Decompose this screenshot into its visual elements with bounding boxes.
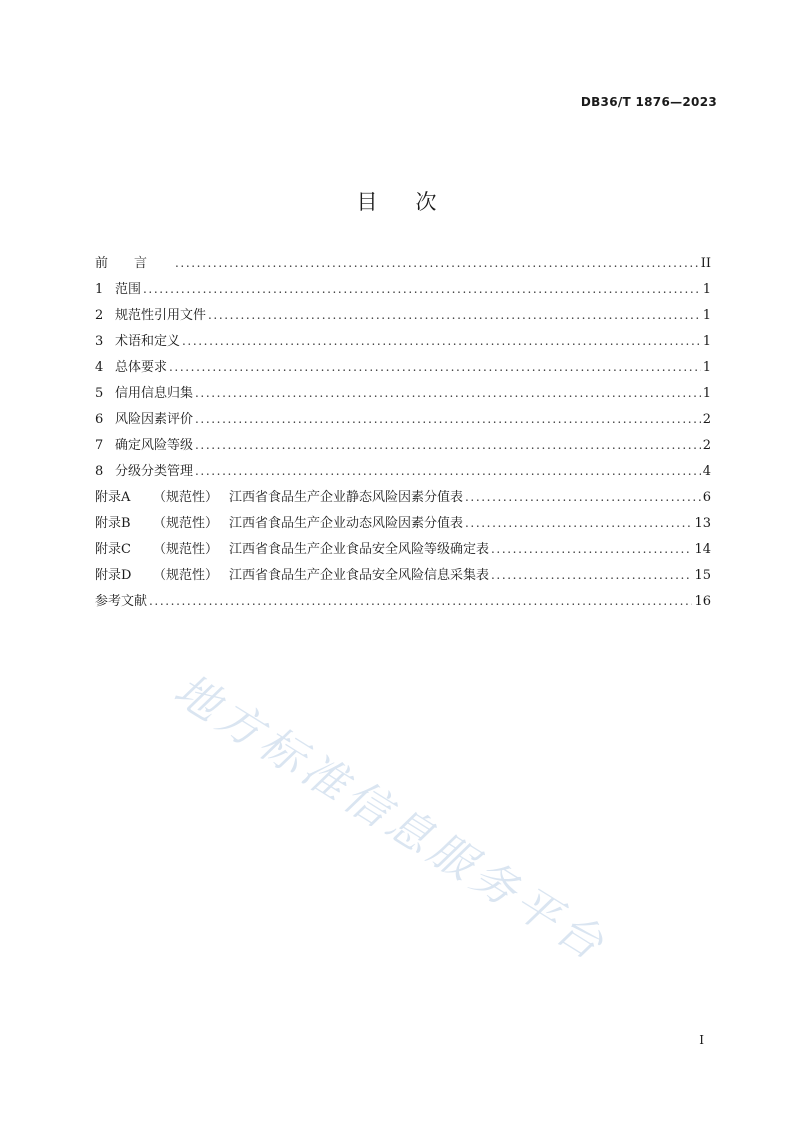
toc-entry-6[interactable] <box>95 409 711 435</box>
appendix-type: （规范性） <box>153 516 219 531</box>
toc-entry-label: 附录C （规范性） 江西省食品生产企业食品安全风险等级确定表 <box>95 540 489 560</box>
appendix-prefix: 附录C <box>95 542 131 557</box>
toc-entry-label: 附录D （规范性） 江西省食品生产企业食品安全风险信息采集表 <box>95 566 489 586</box>
toc-entry-label: 参考文献 <box>95 594 148 609</box>
toc-entry-page: 4 <box>702 464 711 479</box>
document-code: DB36/T 1876—2023 <box>580 95 717 109</box>
toc-entry-label: 7 确定风险等级 <box>95 436 193 456</box>
toc-entry-label: 1 范围 <box>95 280 141 300</box>
toc-entry-5[interactable] <box>95 383 711 409</box>
toc-leader-dots <box>208 305 701 325</box>
appendix-type: （规范性） <box>153 568 219 583</box>
toc-entry-page: II <box>700 256 711 271</box>
toc-entry-label: 8 分级分类管理 <box>95 462 193 482</box>
toc-entry-appendix-b[interactable] <box>95 513 711 539</box>
toc-entry-7[interactable] <box>95 435 711 461</box>
toc-entry-number: 1 <box>95 282 104 297</box>
toc-entry-4[interactable] <box>95 357 711 383</box>
toc-entry-number: 6 <box>95 412 104 427</box>
page-number: I <box>699 1033 704 1047</box>
toc-entry-8[interactable] <box>95 461 711 487</box>
toc-entry-3[interactable] <box>95 331 711 357</box>
toc-entry-label: 4 总体要求 <box>95 358 167 378</box>
toc-leader-dots <box>175 253 699 273</box>
toc-entry-number: 4 <box>95 360 104 375</box>
toc-entry-number: 8 <box>95 464 104 479</box>
toc-leader-dots <box>169 357 701 377</box>
toc-entry-number: 5 <box>95 386 104 401</box>
toc-entry-appendix-d[interactable] <box>95 565 711 591</box>
toc-entry-page: 1 <box>702 360 711 375</box>
toc-entry-page: 6 <box>702 490 711 505</box>
toc-entry-page: 1 <box>702 282 711 297</box>
toc-entry-page: 15 <box>694 568 711 583</box>
appendix-prefix: 附录D <box>95 568 132 583</box>
toc-list <box>95 253 711 617</box>
toc-leader-dots <box>149 591 692 611</box>
toc-entry-label: 6 风险因素评价 <box>95 410 193 430</box>
toc-entry-label: 5 信用信息归集 <box>95 384 193 404</box>
toc-entry-page: 14 <box>694 542 711 557</box>
toc-leader-dots <box>465 487 701 507</box>
toc-entry-2[interactable] <box>95 305 711 331</box>
toc-entry-page: 2 <box>702 412 711 427</box>
toc-title-char-1: 目 <box>356 190 378 214</box>
toc-title <box>0 186 793 216</box>
toc-entry-label: 附录B （规范性） 江西省食品生产企业动态风险因素分值表 <box>95 514 463 534</box>
toc-entry-appendix-a[interactable] <box>95 487 711 513</box>
toc-leader-dots <box>195 435 701 455</box>
toc-entry-page: 2 <box>702 438 711 453</box>
appendix-prefix: 附录A <box>95 490 131 505</box>
toc-entry-label: 附录A （规范性） 江西省食品生产企业静态风险因素分值表 <box>95 488 463 508</box>
appendix-prefix: 附录B <box>95 516 131 531</box>
toc-leader-dots <box>491 565 692 585</box>
toc-entry-references[interactable] <box>95 591 711 617</box>
toc-entry-number: 2 <box>95 308 104 323</box>
toc-leader-dots <box>182 331 701 351</box>
toc-entry-number: 7 <box>95 438 104 453</box>
toc-entry-appendix-c[interactable] <box>95 539 711 565</box>
toc-leader-dots <box>491 539 692 559</box>
toc-leader-dots <box>143 279 701 299</box>
appendix-type: （规范性） <box>153 490 219 505</box>
toc-entry-page: 1 <box>702 308 711 323</box>
toc-entry-page: 1 <box>702 386 711 401</box>
toc-leader-dots <box>195 409 701 429</box>
toc-entry-1[interactable] <box>95 279 711 305</box>
toc-entry-label: 2 规范性引用文件 <box>95 306 206 326</box>
toc-entry-page: 13 <box>694 516 711 531</box>
toc-leader-dots <box>465 513 692 533</box>
toc-entry-page: 16 <box>694 594 711 609</box>
toc-title-char-2: 次 <box>415 190 437 214</box>
toc-entry-label: 3 术语和定义 <box>95 332 180 352</box>
toc-leader-dots <box>195 383 701 403</box>
toc-entry-label: 前言 <box>95 256 174 271</box>
watermark: 地方标准信息服务平台 <box>165 664 617 973</box>
toc-entry-number: 3 <box>95 334 104 349</box>
toc-entry-page: 1 <box>702 334 711 349</box>
toc-leader-dots <box>195 461 701 481</box>
toc-entry-foreword[interactable] <box>95 253 711 279</box>
appendix-type: （规范性） <box>153 542 219 557</box>
